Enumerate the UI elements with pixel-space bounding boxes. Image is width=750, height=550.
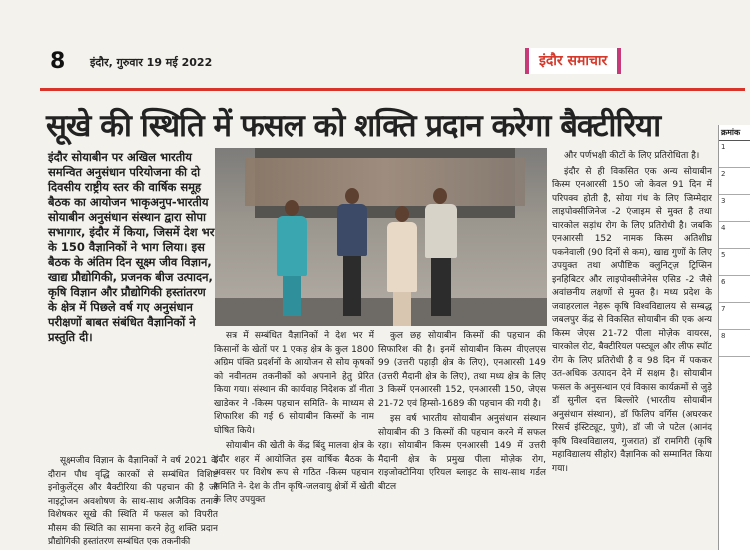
table-row: 5	[719, 249, 750, 276]
brand-label	[525, 48, 621, 74]
column-paragraph: और पर्णभक्षी कीटों के लिए प्रतिरोधिता है।	[564, 151, 700, 161]
table-row: 4	[719, 222, 750, 249]
article-column-2	[214, 330, 374, 550]
column-paragraph: सत्र में सम्बंधित वैज्ञानिकों ने देश भर में किसानों के खेतों पर 1 एकड़ क्षेत्र के कुल 1800 अग्रिम पंक्ति प्रदर्शनों के आयोजन से सोय कृषकों को नवीनतम तकनीकों को अपनाने हेतु प्रेरित किया गया। संस्थान की कार्यवाह निदेशक डॉ नीता खाडेकर ने -किस्म पहचान समिति- के माध्यम से शिफारिश की गई 6 सोयाबीन किस्मों के नाम घोषित किये।	[214, 331, 374, 436]
adjacent-table	[718, 125, 750, 550]
table-row: 1	[719, 141, 750, 168]
article-column-4	[552, 150, 712, 550]
lead-paragraph: इंदौर सोयाबीन पर अखिल भारतीय समन्वित अनुसंधान परियोजना की दो दिवसीय राष्ट्रीय स्तर की वार्षिक समूह बैठक का आयोजन भाकृअनुप-भारतीय सोयाबीन अनुसंधान संस्थान द्वारा सोपा सभागार, इंदौर में किया, जिसमें देश भर के 150 वैज्ञानिकों ने भाग लिया। इस बैठक के अंतिम दिन सूक्ष्म जीव विज्ञान, खाद्य प्रौद्योगिकी, प्रजनक बीज उत्पादन, कृषि विज्ञान और प्रौद्योगिकी हस्तांतरण के क्षेत्र में पिछले वर्ष गए अनुसंधान परीक्षणों बाबत संबंधित वैज्ञानिकों ने प्रस्तुति दी।	[48, 150, 215, 344]
article-column-1	[48, 455, 218, 550]
stage-banner	[245, 158, 525, 206]
column-paragraph: इस वर्ष भारतीय सोयाबीन अनुसंधान संस्थान सोयाबीन की 3 किस्मों की पहचान करने में सफल रहा। सोयाबीन किस्म एनआरसी 149 में उत्तरी मैदानी क्षेत्र के प्रमुख पीला मोज़ेक रोग, राइजोक्टोनिया एरियल ब्लाइट के साथ-साथ गर्डल बीटल	[378, 414, 546, 492]
stage-floor	[215, 298, 547, 326]
column-paragraph: कुल छह सोयाबीन किस्मों की पहचान की सिफारिश की है। इनमें सोयाबीन किस्म वीएलएस 99 (उत्तरी पहाड़ी क्षेत्र के लिए), एनआरसी 149 (उत्तरी मैदानी क्षेत्र के लिए), तथा मध्य क्षेत्र के लिए 3 किस्में एनआरसी 152, एनआरसी 150, जेएस 21-72 एवं हिम्सो-1689 की पहचान की गयी है।	[378, 331, 546, 409]
column-paragraph: सोयाबीन की खेती के केंद्र बिंदु मालवा क्षेत्र के इंदौर शहर में आयोजित इस वार्षिक बैठक के अवसर पर विशेष रूप से गठित -किस्म पहचान समिति ने- देश के तीन कृषि-जलवायु क्षेत्रों में खेती के लिए उपयुक्त	[214, 441, 374, 505]
header-rule	[40, 88, 745, 91]
table-row: 7	[719, 303, 750, 330]
headline: सूखे की स्थिति में फसल को शक्ति प्रदान करेगा बैक्टीरिया	[46, 108, 661, 144]
table-row: 8	[719, 330, 750, 357]
table-header: क्रमांक	[719, 125, 750, 141]
column-paragraph: इंदौर से ही विकसित एक अन्य सोयाबीन किस्म एनआरसी 150 जो केवल 91 दिन में परिपक्व होती है, सोया गंध के लिए जिम्मेदार लाइपोक्सीजिनेज -2 एंजाइम से मुक्त है तथा चारकोल सड़ांध रोग के लिए प्रतिरोधी है। जबकि एनआरसी 152 नामक किस्म अतिशीघ्र पकनेवाली (90 दिनों से कम), खाद्य गुणों के लिए उपयुक्त तथा अपौष्टिक क्लुनिट्ज़ ट्रिप्सिन इनहिबिटर और लाइपोक्सीजेनेस एसिड -2 जैसे अवांछनीय लक्षणों से मुक्त है। मध्य प्रदेश के जवाहरलाल नेहरू कृषि विश्वविद्यालय से सम्बद्ध जबलपुर केंद्र से विकसित सोयाबीन की एक अन्य किस्म जेएस 21-72 पीला मोज़ेक वायरस, चारकोल रोट, बैक्टीरियल पस्ट्यूल और लीफ स्पॉट रोग के लिए प्रतिरोधी है व 98 दिन में पककर उत-अधिक उत्पादन देने में सक्षम है। सोयाबीन फसल के अनुसन्धान एवं विकास कार्यक्रमों से जुड़े डॉ सुनील दत्त बिल्लोरे (भारतीय सोयाबीन अनुसंधान संस्थान), डॉ फिलिप वर्गिस (अघरकर रिसर्च इंस्टिट्यूट, पुणे), डॉ जी जे पटेल (आनंद कृषि विश्वविद्यालय, गुजरात) डॉ रामगिरी (कृषि महाविद्यालय सीहोर) वैज्ञानिक को सम्मानित किया गया।	[552, 166, 712, 474]
table-row: 3	[719, 195, 750, 222]
page-number: 8	[50, 49, 66, 74]
table-row: 2	[719, 168, 750, 195]
event-photo	[215, 148, 547, 326]
article-column-3	[378, 330, 546, 550]
masthead	[0, 44, 750, 84]
dateline: इंदौर, गुरुवार 19 मई 2022	[90, 56, 213, 69]
brand-text: इंदौर समाचार	[539, 53, 608, 69]
table-row: 6	[719, 276, 750, 303]
column-paragraph: सूक्ष्मजीव विज्ञान के वैज्ञानिकों ने वर्ष 2021 के दौरान पौध वृद्धि कारकों से सम्बंधित विशिष्ट इनोकुलेंट्स और बैक्टीरिया की पहचान की है जो नाइट्रोजन अवशोषण के साथ-साथ अजैविक तनाव विशेषकर सूखे की स्थिति में फसल को विपरीत मौसम की स्थिति का सामना करने हेतु शक्ति प्रदान प्रौद्योगिकी हस्तांतरण सम्बंधित एक तकनीकी	[48, 456, 218, 547]
